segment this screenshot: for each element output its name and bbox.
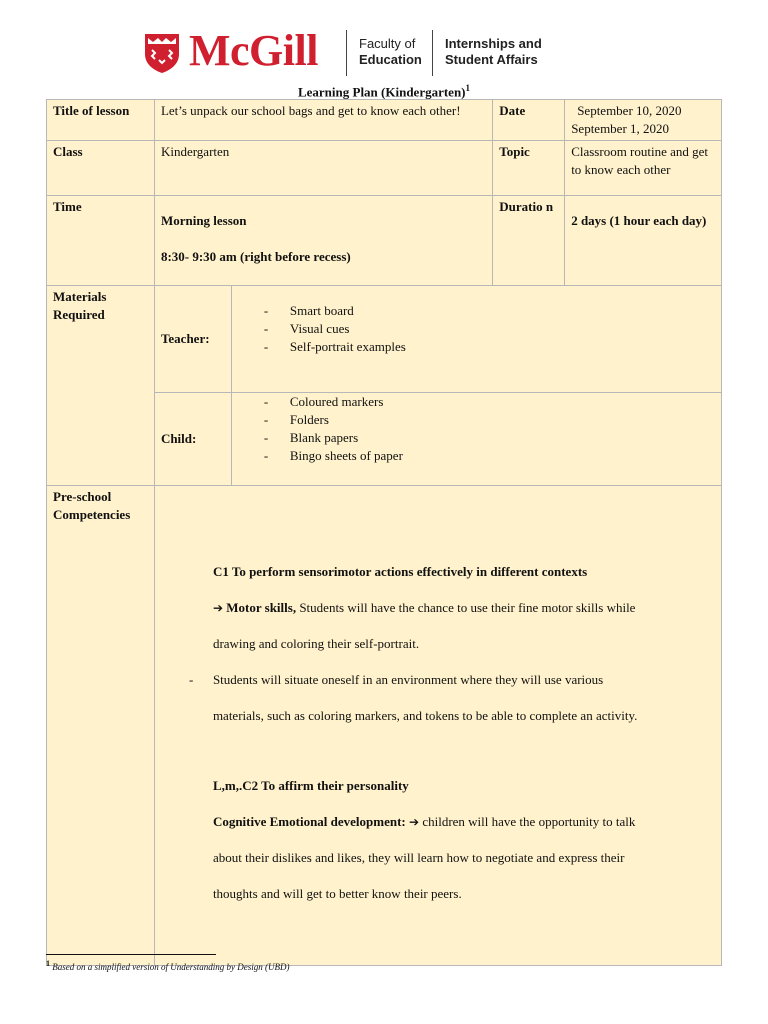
- duration-value: [565, 196, 722, 286]
- header-divider: [432, 30, 433, 76]
- date-label: Date: [493, 100, 565, 141]
- unit-line-2: Student Affairs: [445, 52, 538, 67]
- list-item: - Bingo sheets of paper: [238, 447, 715, 465]
- time-value: [154, 196, 492, 286]
- time-line-1: Morning lesson: [160, 213, 247, 228]
- mcgill-crest-icon: [143, 32, 181, 74]
- list-item: - Visual cues: [238, 320, 715, 338]
- header-divider: [346, 30, 347, 76]
- mcgill-wordmark: McGill: [189, 26, 318, 75]
- title-value: Let’s unpack our school bags and get to know each other!: [154, 100, 492, 141]
- document-title-text: Learning Plan (Kindergarten): [297, 84, 466, 100]
- cognitive-continued: thoughts and will get to better know their peers.: [212, 886, 462, 901]
- motor-skills-continued: drawing and coloring their self-portrait.: [212, 636, 420, 651]
- title-label: Title of lesson: [47, 100, 155, 141]
- cognitive-line: [161, 804, 715, 840]
- list-item: - Coloured markers: [238, 393, 715, 411]
- class-label: Class: [47, 141, 155, 196]
- faculty-line-1: Faculty of: [359, 36, 416, 51]
- list-item: - Smart board: [238, 302, 715, 320]
- learning-plan-table: [46, 99, 722, 966]
- title-footnote-mark: 1: [465, 83, 471, 93]
- materials-label: Materials Required: [47, 286, 155, 486]
- list-item: - Self-portrait examples: [238, 338, 715, 356]
- competencies-content: [154, 486, 721, 966]
- time-label: Time: [47, 196, 155, 286]
- faculty-name: [359, 36, 422, 68]
- table-row: [47, 486, 722, 966]
- date-line-2: September 1, 2020: [571, 121, 670, 136]
- cognitive-text: children will have the opportunity to talk: [419, 814, 636, 829]
- motor-skills-line: [161, 590, 715, 626]
- time-line-2: 8:30- 9:30 am (right before recess): [160, 249, 351, 264]
- teacher-materials-list: [238, 302, 715, 356]
- unit-name: [445, 36, 542, 68]
- institution-header: [143, 28, 563, 80]
- situate-continued: materials, such as coloring markers, and tokens to be able to complete an activity.: [212, 708, 638, 723]
- table-row: [47, 100, 722, 141]
- c2-heading: L,m,.C2 To affirm their personality: [212, 778, 409, 793]
- motor-skills-label: Motor skills,: [226, 600, 297, 615]
- duration-label: Duratio n: [493, 196, 565, 286]
- footnote: [46, 959, 289, 972]
- child-materials: [231, 393, 721, 486]
- child-label: Child:: [154, 393, 231, 486]
- child-materials-list: [238, 393, 715, 465]
- footnote-mark: 1: [46, 959, 50, 968]
- cognitive-label: Cognitive Emotional development:: [212, 814, 406, 829]
- table-row: [47, 286, 722, 393]
- situate-line: - Students will situate oneself in an environment where they will use various: [161, 662, 715, 698]
- document-title: [0, 83, 768, 100]
- footnote-separator: [46, 954, 216, 955]
- unit-line-1: Internships and: [445, 36, 542, 51]
- list-item: - Folders: [238, 411, 715, 429]
- table-row: [47, 196, 722, 286]
- topic-value: Classroom routine and get to know each other: [565, 141, 722, 196]
- teacher-materials: [231, 286, 721, 393]
- date-line-1: September 10, 2020: [577, 103, 682, 118]
- c1-heading: C1 To perform sensorimotor actions effectively in different contexts: [212, 564, 588, 579]
- motor-skills-text: Students will have the chance to use their fine motor skills while: [296, 600, 636, 615]
- topic-label: Topic: [493, 141, 565, 196]
- faculty-line-2: Education: [359, 52, 422, 67]
- right-arrow-icon: ➔: [212, 601, 223, 615]
- footnote-text: Based on a simplified version of Understanding by Design (UBD): [52, 962, 290, 972]
- cognitive-continued: about their dislikes and likes, they will learn how to negotiate and express their: [212, 850, 625, 865]
- list-item: - Blank papers: [238, 429, 715, 447]
- class-value: Kindergarten: [154, 141, 492, 196]
- date-value: [565, 100, 722, 141]
- right-arrow-icon: ➔: [409, 815, 420, 829]
- competencies-label: Pre-school Competencies: [47, 486, 155, 966]
- table-row: [47, 141, 722, 196]
- duration-text: 2 days (1 hour each day): [571, 213, 707, 228]
- teacher-label: Teacher:: [154, 286, 231, 393]
